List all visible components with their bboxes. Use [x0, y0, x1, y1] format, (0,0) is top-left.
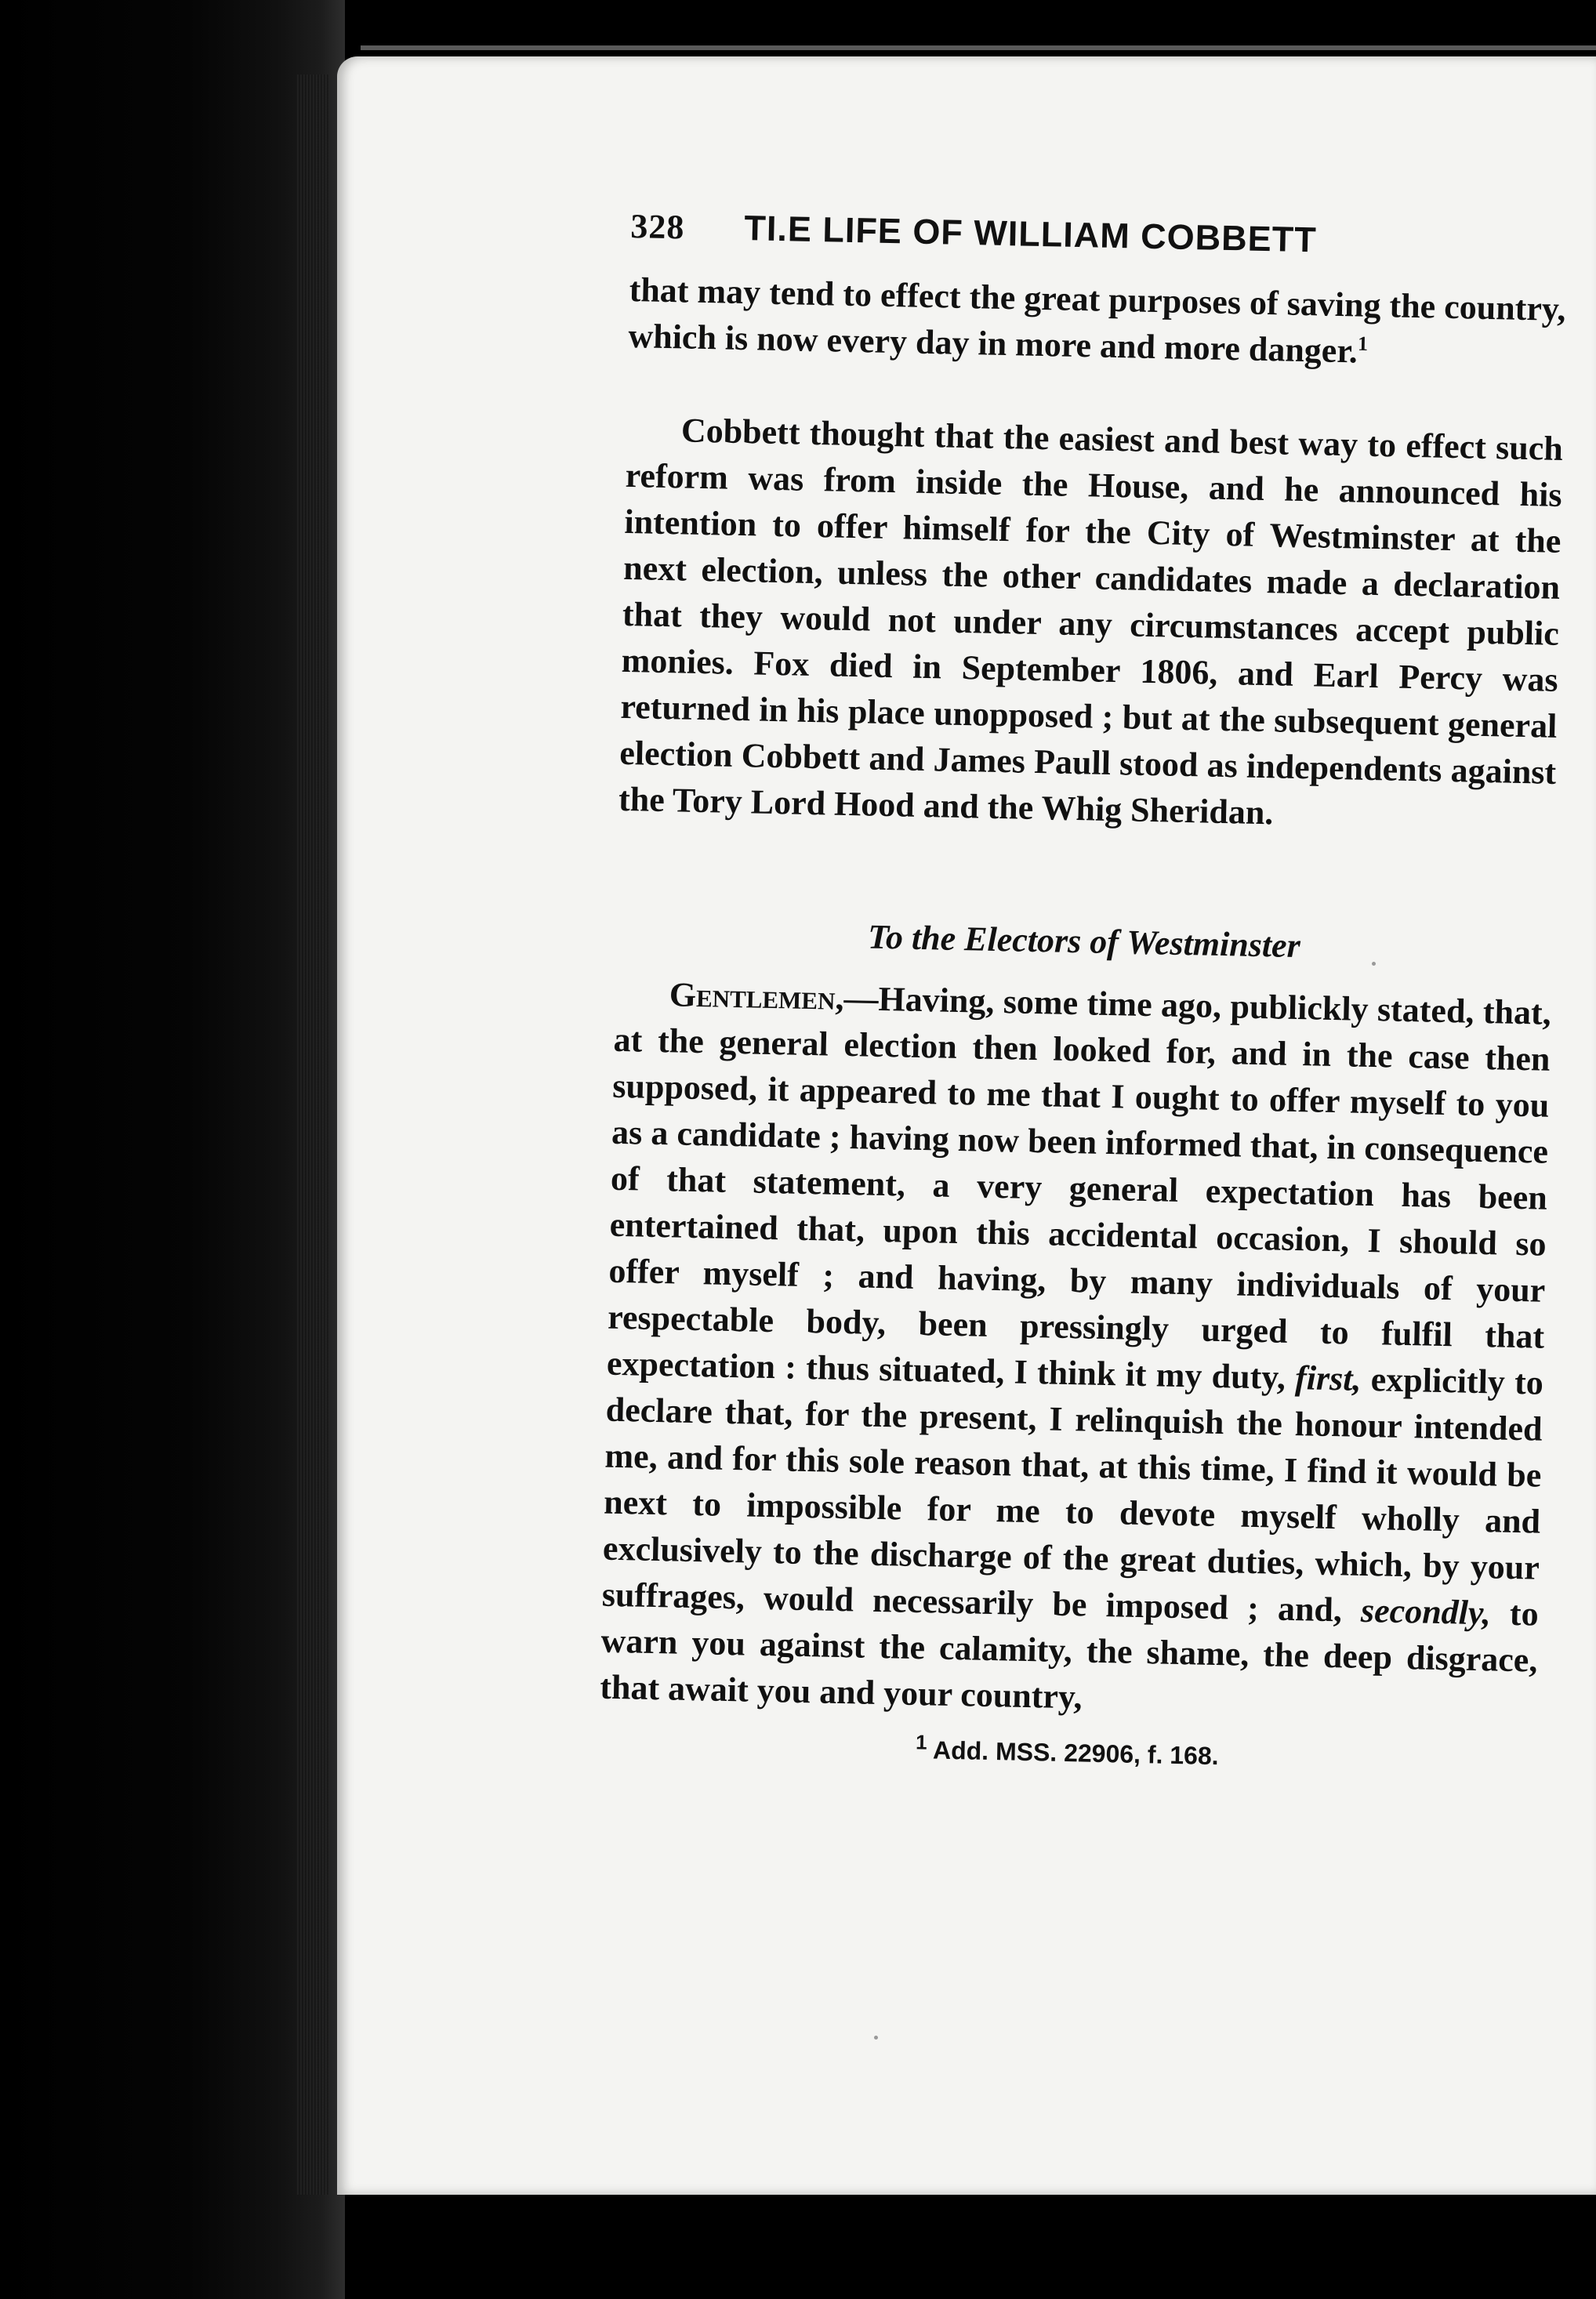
letter-text-part-1: —Having, some time ago, publickly stated, that, at the general election then looked for, and in the case then supposed, it appeared to me that I ought to offer myself to you as a candidate ; having now been informed that, in consequence of that statement, a very general expectation has been entertained that, upon this accidental occasion, I should so offer myself ; and having, by many individuals of your respectable body, been pressingly urged to fulfil that expectation : thus situated, I think it my duty,: [606, 978, 1552, 1398]
footnote-reference: 1: [1357, 332, 1369, 356]
paragraph-cobbett-reform: Cobbett thought that the easiest and best way to effect such reform was from inside the House, and he announced his intention to offer himself for the City of Westminster at the next election, unless the other candidates made a declaration that they would not under any circumstances accept public monies. Fox died in September 1806, and Earl Percy was returned in his place unopposed ; but at the subsequent general election Cobbett and James Paull stood as independents against the Tory Lord Hood and the Whig Sheridan.: [618, 411, 1564, 832]
letter-emphasis-first: first,: [1294, 1358, 1362, 1398]
running-head: TI.E LIFE OF WILLIAM COBBETT: [743, 208, 1318, 260]
footnote-text: Add. MSS. 22906, f. 168.: [927, 1735, 1219, 1771]
letter-text-part-3: to warn you against the calamity, the shame, the deep disgrace, that await you and your country,: [599, 1594, 1540, 1717]
paragraph-continued: [628, 267, 1566, 379]
book-page: [337, 56, 1596, 2195]
page-top-edge: [361, 45, 1596, 50]
dust-speck: [874, 2036, 878, 2040]
page-text-block: [598, 205, 1567, 1779]
letter-emphasis-secondly: secondly,: [1360, 1590, 1492, 1633]
paragraph-1-text: that may tend to effect the great purposes of saving the country, which is now every day in more and more danger.: [628, 270, 1566, 371]
footnote: [598, 1728, 1536, 1779]
book-spine-shadow: [0, 0, 345, 2299]
letter-salutation: Gentlemen,: [669, 975, 845, 1017]
letter-body: [600, 970, 1552, 1730]
footnote-marker: 1: [915, 1730, 927, 1754]
page-number: 328: [629, 206, 685, 247]
letter-heading: To the Electors of Westminster: [867, 917, 1301, 966]
page-edges: [296, 74, 329, 2195]
letter-text-part-2: explicitly to declare that, for the present, I relinquish the honour intended me, and for this sole reason that, at this time, I find it would be next to impossible for me to devote myself wholly and exclusively to the discharge of the great duties, which, by your suffrages, would necessarily be imposed ; and,: [601, 1359, 1544, 1630]
dust-speck: [1372, 962, 1376, 966]
